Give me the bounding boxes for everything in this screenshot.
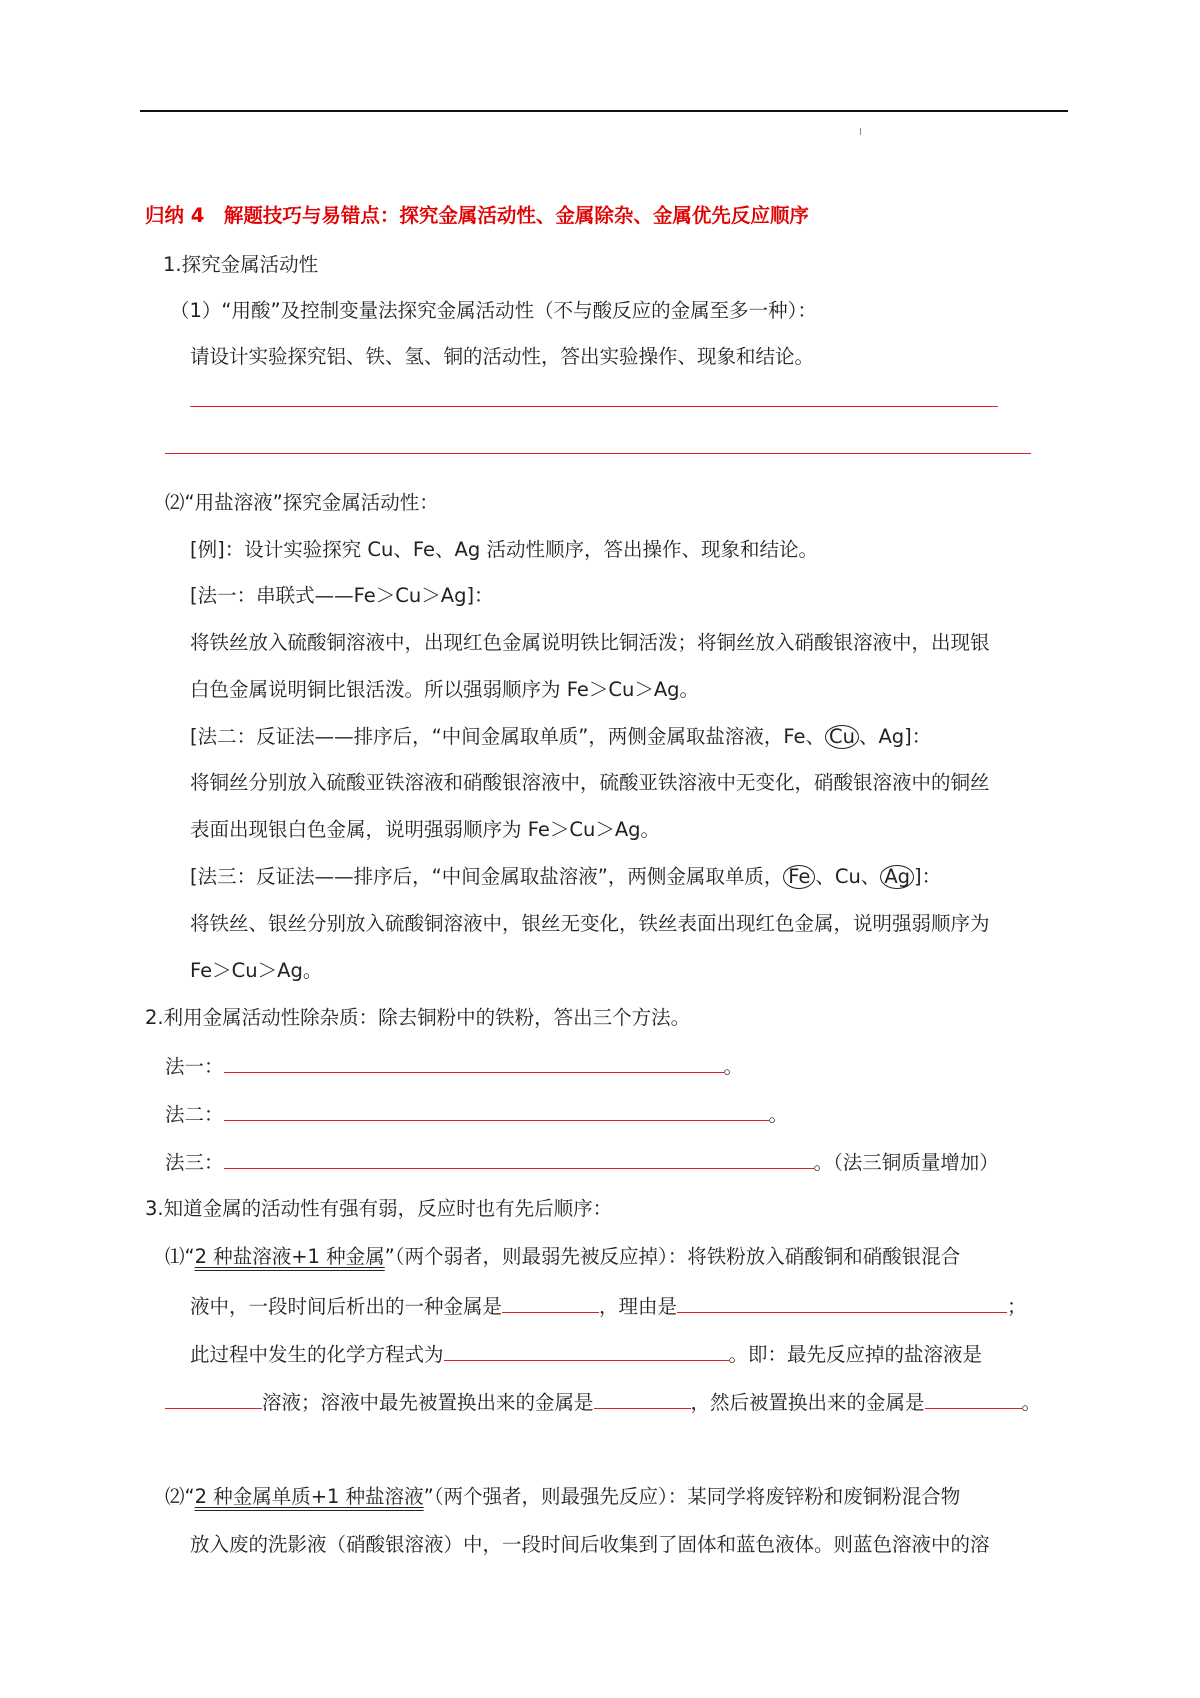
s2-f3-note: 。（法三铜质量增加） <box>813 1151 999 1174</box>
s3-q2 <box>165 1484 960 1510</box>
s2-title: 2.利用金属活动性除杂质：除去铜粉中的铁粉，答出三个方法。 <box>145 1006 691 1029</box>
s3-q1-c2: ，然后被置换出来的金属是 <box>690 1391 925 1414</box>
s1-m2-post: 、Ag]： <box>858 725 932 748</box>
s1-m2-a: 将铜丝分别放入硫酸亚铁溶液和硝酸银溶液中，硫酸亚铁溶液中无变化，硝酸银溶液中的铜丝 <box>190 771 990 794</box>
s2-f1-blank[interactable] <box>224 1052 724 1073</box>
answer-line-2[interactable] <box>165 453 1031 454</box>
s1-m3-a: 将铁丝、银丝分别放入硫酸铜溶液中，银丝无变化，铁丝表面出现红色金属，说明强弱顺序为 <box>190 912 990 935</box>
s1-m2-title <box>190 724 931 750</box>
s1-example: [例]：设计实验探究 Cu、Fe、Ag 活动性顺序，答出操作、现象和结论。 <box>190 538 818 561</box>
s1-m3-post: ]： <box>914 865 942 888</box>
s3-q1-c <box>165 1388 1041 1416</box>
s3-q1-equation-blank[interactable] <box>444 1340 729 1361</box>
s3-q1-reason-blank[interactable] <box>677 1292 1007 1313</box>
s1-p1-task: 请设计实验探究铝、铁、氢、铜的活动性，答出实验操作、现象和结论。 <box>190 345 815 368</box>
s2-f1-label: 法一： <box>165 1055 224 1078</box>
s3-q1-c3: 。 <box>1021 1391 1042 1414</box>
s3-q1-underlined: 2 种盐溶液+1 种金属 <box>194 1245 385 1268</box>
s2-f2-label: 法二： <box>165 1103 224 1126</box>
s3-q1-metal-blank[interactable] <box>502 1292 599 1313</box>
s3-q1-salt-blank[interactable] <box>165 1388 262 1409</box>
s3-q1-a <box>190 1292 1027 1320</box>
s2-f2-end: 。 <box>768 1103 789 1126</box>
s3-q1-rest: ”（两个弱者，则最弱先被反应掉）：将铁粉放入硝酸铜和硝酸银混合 <box>384 1245 961 1268</box>
s3-q1-b <box>190 1340 982 1368</box>
s3-q2-underlined: 2 种金属单质+1 种盐溶液 <box>194 1485 424 1508</box>
s2-f1-end: 。 <box>723 1055 744 1078</box>
header-mark <box>860 128 861 135</box>
s2-f3-label: 法三： <box>165 1151 224 1174</box>
s1-m2-b: 表面出现银白色金属，说明强弱顺序为 Fe＞Cu＞Ag。 <box>190 818 661 841</box>
circled-fe: Fe <box>783 865 815 889</box>
s1-m2-pre: [法二：反证法——排序后，“中间金属取单质”，两侧金属取盐溶液，Fe、 <box>190 725 825 748</box>
header-rule <box>140 110 1068 112</box>
circled-cu: Cu <box>825 725 859 749</box>
s1-m1-b: 白色金属说明铜比银活泼。所以强弱顺序为 Fe＞Cu＞Ag。 <box>190 678 700 701</box>
s3-q1-second-metal-blank[interactable] <box>925 1388 1022 1409</box>
s3-q1-first-metal-blank[interactable] <box>594 1388 691 1409</box>
s2-f3-blank[interactable] <box>224 1148 814 1169</box>
answer-line-1[interactable] <box>190 406 998 407</box>
s3-q1-b2: 。即：最先反应掉的盐溶液是 <box>728 1343 983 1366</box>
s2-f2-blank[interactable] <box>224 1100 769 1121</box>
s1-m3-pre: [法三：反证法——排序后，“中间金属取盐溶液”，两侧金属取单质， <box>190 865 784 888</box>
s2-f1 <box>165 1052 743 1080</box>
s1-p2: ⑵“用盐溶液”探究金属活动性： <box>165 491 439 514</box>
s3-q2-a: 放入废的洗影液（硝酸银溶液）中，一段时间后收集到了固体和蓝色液体。则蓝色溶液中的溶 <box>190 1533 990 1556</box>
s3-q1-b1: 此过程中发生的化学方程式为 <box>190 1343 444 1366</box>
s3-q1-a1: 液中，一段时间后析出的一种金属是 <box>190 1295 503 1318</box>
section-heading: 归纳 4 解题技巧与易错点：探究金属活动性、金属除杂、金属优先反应顺序 <box>145 204 809 227</box>
s3-q1-a2: ，理由是 <box>599 1295 678 1318</box>
s1-m1-title: [法一：串联式——Fe＞Cu＞Ag]： <box>190 584 494 607</box>
s1-m3-b: Fe＞Cu＞Ag。 <box>190 959 323 982</box>
s3-title: 3.知道金属的活动性有强有弱，反应时也有先后顺序： <box>145 1197 613 1220</box>
s3-q2-num: ⑵“ <box>165 1485 195 1508</box>
s3-q1-num: ⑴“ <box>165 1245 195 1268</box>
s1-m3-title <box>190 864 941 890</box>
s2-f2 <box>165 1100 788 1128</box>
s1-title: 1.探究金属活动性 <box>163 253 319 276</box>
circled-ag: Ag <box>880 865 914 889</box>
s1-m1-a: 将铁丝放入硫酸铜溶液中，出现红色金属说明铁比铜活泼；将铜丝放入硝酸银溶液中，出现银 <box>190 631 990 654</box>
s3-q1 <box>165 1244 960 1270</box>
s3-q2-rest: ”（两个强者，则最强先反应）：某同学将废锌粉和废铜粉混合物 <box>423 1485 961 1508</box>
s2-f3 <box>165 1148 999 1176</box>
s3-q1-c1: 溶液；溶液中最先被置换出来的金属是 <box>262 1391 594 1414</box>
s1-p1: （1）“用酸”及控制变量法探究金属活动性（不与酸反应的金属至多一种）： <box>170 299 817 322</box>
s3-q1-a3: ； <box>1007 1295 1027 1318</box>
s1-m3-mid: 、Cu、 <box>815 865 881 888</box>
